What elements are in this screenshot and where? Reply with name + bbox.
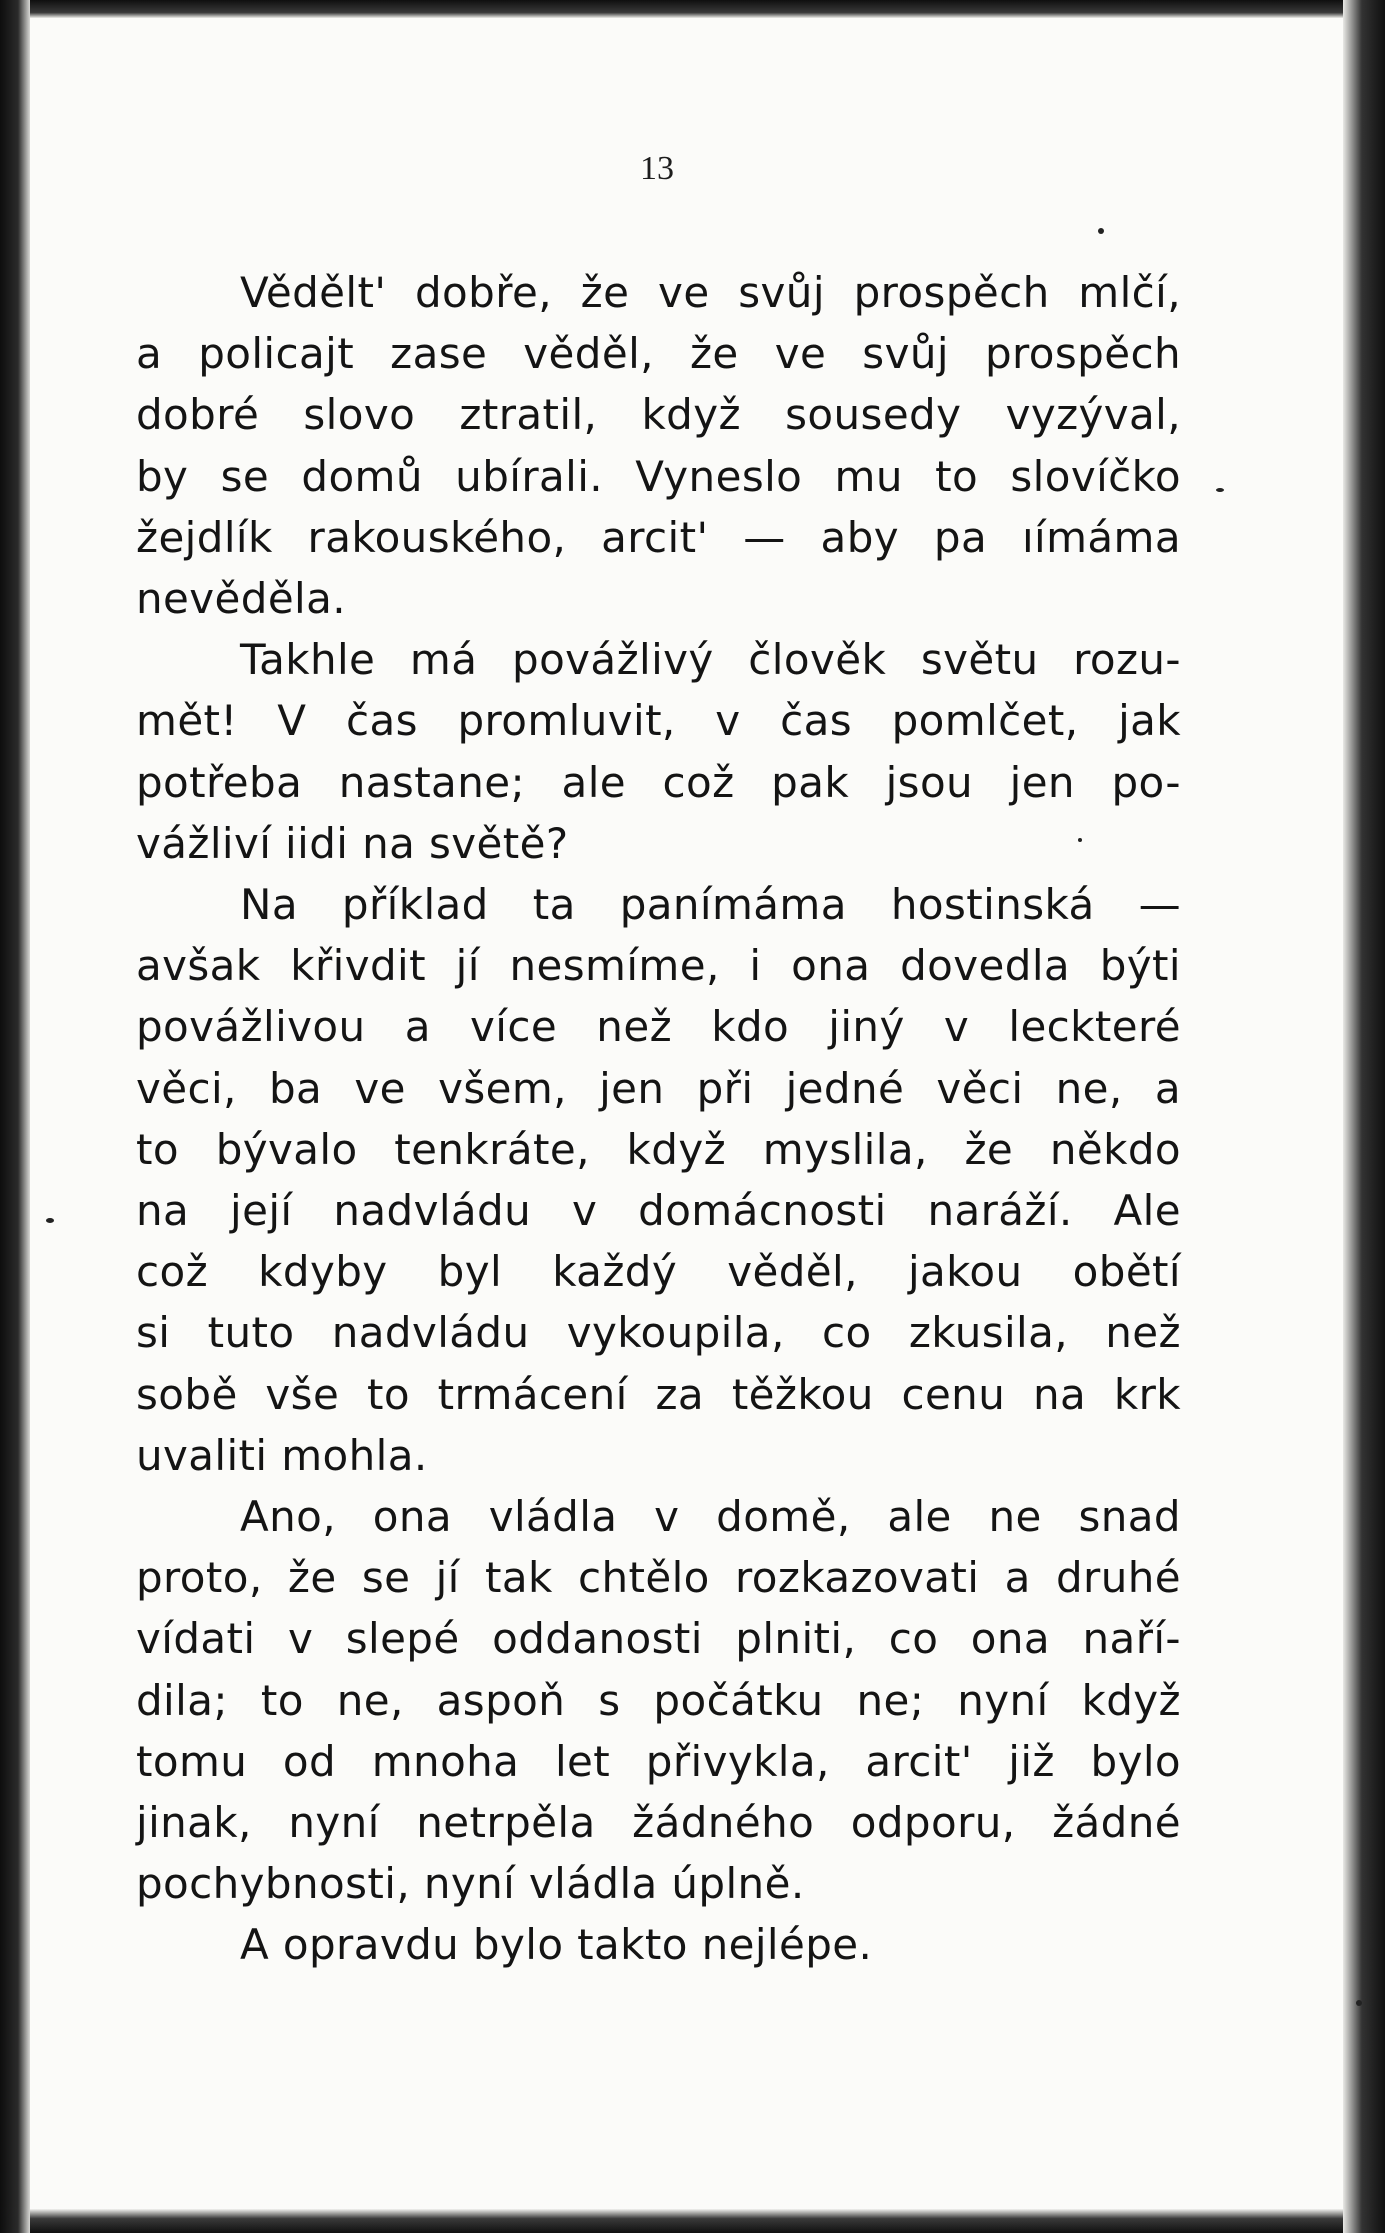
text-line: A opravdu bylo takto nejlépe. [240,1920,873,1970]
dust-speck [1356,2000,1362,2006]
text-line: potřeba nastane; ale což pak jsou jen po- [136,757,1181,807]
scan-edge-left [0,0,30,2233]
text-line: povážlivou a více než kdo jiný v leckteré [136,1002,1181,1052]
scan-edge-right [1343,0,1385,2233]
text-line: a policajt zase věděl, že ve svůj prospěch [136,329,1181,379]
scan-edge-bottom [0,2209,1385,2233]
text-line: Takhle má povážlivý člověk světu rozu- [240,635,1181,685]
text-line: na její nadvládu v domácnosti naráží. Ale [136,1186,1181,1236]
text-line: avšak křivdit jí nesmíme, i ona dovedla býti [136,941,1181,991]
text-line: Ano, ona vládla v domě, ale ne snad [240,1492,1181,1542]
text-line: uvaliti mohla. [136,1430,428,1480]
scan-edge-top [0,0,1385,18]
dust-speck [46,1218,54,1223]
body-text [136,262,1181,1976]
text-line: Na příklad ta panímáma hostinská — [240,880,1181,930]
text-line: vídati v slepé oddanosti plniti, co ona nařı́- [136,1614,1181,1664]
text-line: žejdlík rakouského, arcitꞌ — aby pa ıímáma [136,512,1181,562]
text-line: věci, ba ve všem, jen při jedné věci ne, a [136,1063,1181,1113]
text-line: sobě vše to trmácení za těžkou cenu na krk [136,1369,1181,1419]
page-number: 13 [640,150,674,187]
text-line: proto, že se jí tak chtělo rozkazovati a druhé [136,1553,1181,1603]
text-line: pochybnosti, nyní vládla úplně. [136,1859,805,1909]
text-line: dobré slovo ztratil, když sousedy vyzýval, [136,390,1181,440]
text-line: to bývalo tenkráte, když myslila, že někdo [136,1124,1181,1174]
text-line: vážliví iidi na světě? [136,818,569,868]
text-line: jinak, nyní netrpěla žádného odporu, žádné [136,1798,1181,1848]
dust-speck [1216,488,1224,492]
text-line: Věděltꞌ dobře, že ve svůj prospěch mlčí, [240,268,1181,317]
text-line: by se domů ubírali. Vyneslo mu to slovíčko [136,451,1181,501]
text-line: dila; to ne, aspoň s počátku ne; nyní když [136,1675,1181,1725]
text-line: tomu od mnoha let přivykla, arcitꞌ již bylo [136,1736,1181,1786]
text-line: si tuto nadvládu vykoupila, co zkusila, než [136,1308,1181,1358]
dust-speck [1098,228,1104,234]
text-line: což kdyby byl každý věděl, jakou obětí [136,1247,1181,1297]
text-line: mět! V čas promluvit, v čas pomlčet, jak [136,696,1181,746]
text-line: nevěděla. [136,574,347,624]
